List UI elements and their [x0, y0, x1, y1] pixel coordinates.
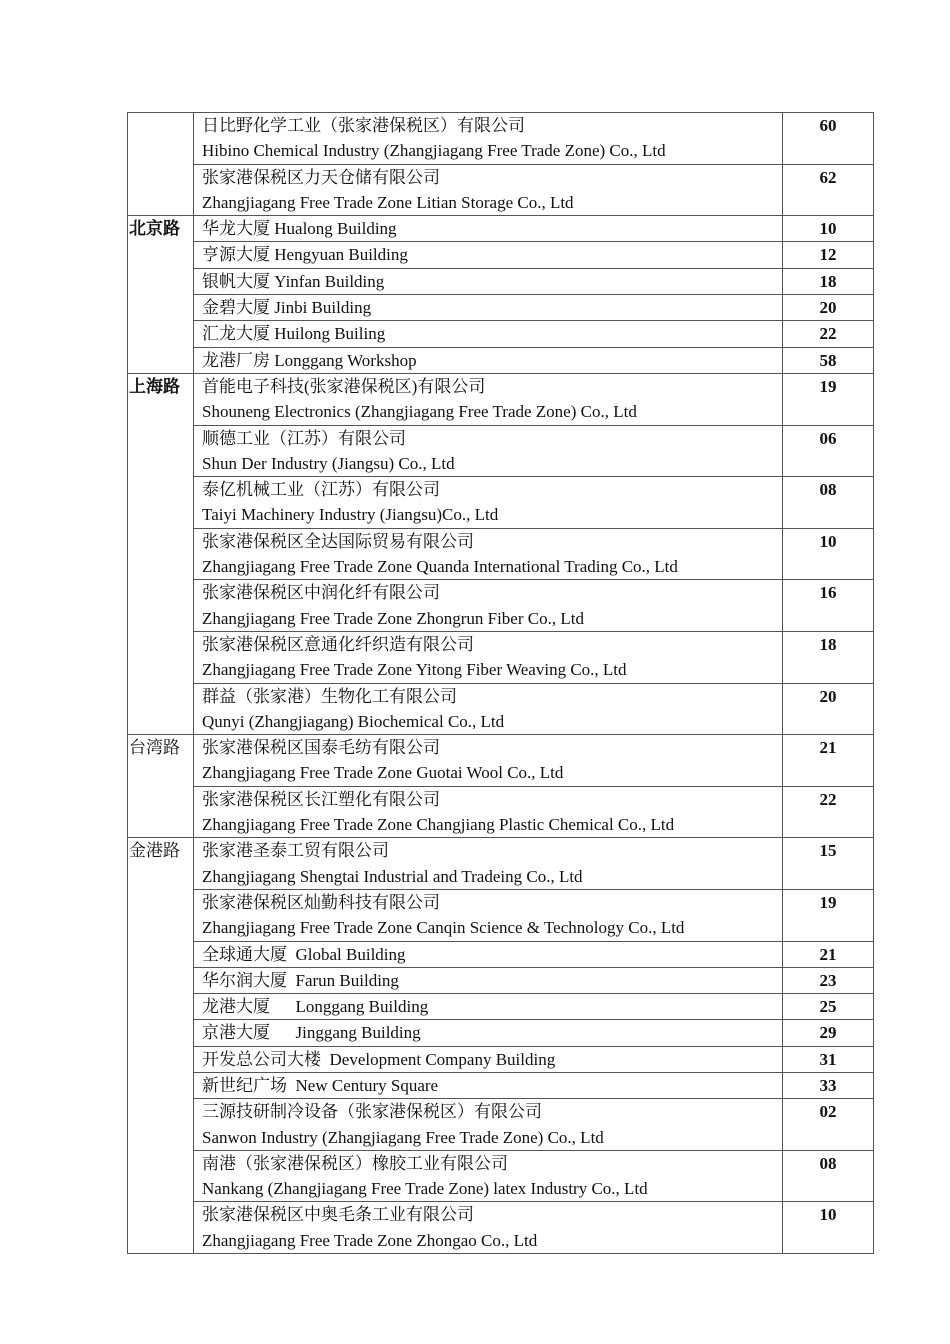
company-name-en: Shouneng Electronics (Zhangjiagang Free Trade Zone) Co., Ltd — [202, 402, 637, 422]
company-name-cell — [194, 786, 783, 838]
building-number: 23 — [783, 967, 874, 993]
building-name: 龙港大厦 Longgang Building — [202, 997, 429, 1017]
building-name: 华尔润大厦 Farun Building — [202, 970, 399, 990]
table-row — [128, 967, 874, 993]
table-row — [128, 994, 874, 1020]
company-name-en: Zhangjiagang Free Trade Zone Yitong Fiber Weaving Co., Ltd — [202, 660, 627, 680]
building-number: 31 — [783, 1046, 874, 1072]
building-number: 18 — [783, 268, 874, 294]
road-cell-beijing: 北京路 — [128, 216, 194, 374]
company-name-cell — [194, 216, 783, 242]
directory-table — [127, 112, 874, 1254]
building-number: 20 — [783, 295, 874, 321]
company-name-en: Nankang (Zhangjiagang Free Trade Zone) latex Industry Co., Ltd — [202, 1179, 648, 1199]
table-row — [128, 321, 874, 347]
company-name-cell — [194, 321, 783, 347]
road-cell-jingang: 金港路 — [128, 838, 194, 1254]
building-name: 汇龙大厦 Huilong Builing — [202, 324, 386, 344]
building-number: 10 — [783, 216, 874, 242]
building-number: 22 — [783, 321, 874, 347]
building-name: 龙港厂房 Longgang Workshop — [202, 350, 417, 370]
table-row — [128, 425, 874, 477]
road-cell — [128, 113, 194, 216]
company-name-cell — [194, 1020, 783, 1046]
company-name-cell — [194, 580, 783, 632]
company-name-zh: 张家港保税区灿勤科技有限公司 — [202, 892, 440, 912]
company-name-en: Zhangjiagang Free Trade Zone Guotai Wool Co., Ltd — [202, 763, 564, 783]
road-cell-taiwan: 台湾路 — [128, 735, 194, 838]
company-name-cell — [194, 242, 783, 268]
table-row — [128, 477, 874, 529]
building-number: 22 — [783, 786, 874, 838]
building-number: 18 — [783, 631, 874, 683]
table-row — [128, 242, 874, 268]
building-name: 银帆大厦 Yinfan Building — [202, 271, 385, 291]
building-name: 全球通大厦 Global Building — [202, 944, 406, 964]
building-number: 12 — [783, 242, 874, 268]
company-name-cell — [194, 425, 783, 477]
company-name-cell — [194, 838, 783, 890]
company-name-cell — [194, 113, 783, 165]
company-name-cell — [194, 889, 783, 941]
table-row — [128, 373, 874, 425]
building-name: 金碧大厦 Jinbi Building — [202, 298, 372, 318]
building-name: 新世纪广场 New Century Square — [202, 1075, 439, 1095]
building-number: 33 — [783, 1072, 874, 1098]
company-name-en: Zhangjiagang Shengtai Industrial and Tradeing Co., Ltd — [202, 866, 583, 886]
building-number: 21 — [783, 941, 874, 967]
company-name-cell — [194, 1099, 783, 1151]
company-name-cell — [194, 347, 783, 373]
table-row — [128, 786, 874, 838]
company-name-cell — [194, 1202, 783, 1254]
building-number: 16 — [783, 580, 874, 632]
company-name-en: Hibino Chemical Industry (Zhangjiagang Free Trade Zone) Co., Ltd — [202, 141, 666, 161]
company-name-cell — [194, 941, 783, 967]
table-row — [128, 528, 874, 580]
building-number: 08 — [783, 477, 874, 529]
table-row — [128, 941, 874, 967]
building-number: 19 — [783, 373, 874, 425]
company-name-zh: 首能电子科技(张家港保税区)有限公司 — [202, 376, 486, 396]
building-number: 08 — [783, 1150, 874, 1202]
table-row — [128, 1099, 874, 1151]
table-row — [128, 1150, 874, 1202]
building-number: 29 — [783, 1020, 874, 1046]
table-row — [128, 347, 874, 373]
company-name-zh: 张家港保税区全达国际贸易有限公司 — [202, 531, 474, 551]
company-name-zh: 张家港保税区力天仓储有限公司 — [202, 167, 440, 187]
company-name-en: Zhangjiagang Free Trade Zone Changjiang Plastic Chemical Co., Ltd — [202, 815, 675, 835]
building-number: 62 — [783, 164, 874, 216]
table-row — [128, 295, 874, 321]
table-row — [128, 1072, 874, 1098]
company-name-zh: 三源技研制冷设备（张家港保税区）有限公司 — [202, 1102, 542, 1122]
table-row — [128, 113, 874, 165]
table-row — [128, 838, 874, 890]
building-name: 华龙大厦 Hualong Building — [202, 219, 397, 239]
company-name-en: Zhangjiagang Free Trade Zone Zhongao Co., Ltd — [202, 1230, 538, 1250]
table-row — [128, 631, 874, 683]
building-name: 京港大厦 Jinggang Building — [202, 1023, 421, 1043]
road-cell-shanghai: 上海路 — [128, 373, 194, 734]
building-number: 10 — [783, 528, 874, 580]
company-name-en: Sanwon Industry (Zhangjiagang Free Trade Zone) Co., Ltd — [202, 1127, 604, 1147]
company-name-cell — [194, 735, 783, 787]
company-name-zh: 张家港圣泰工贸有限公司 — [202, 841, 389, 861]
company-name-cell — [194, 1150, 783, 1202]
company-name-zh: 南港（张家港保税区）橡胶工业有限公司 — [202, 1153, 508, 1173]
table-row — [128, 889, 874, 941]
building-number: 58 — [783, 347, 874, 373]
company-name-en: Shun Der Industry (Jiangsu) Co., Ltd — [202, 453, 455, 473]
company-name-zh: 张家港保税区国泰毛纺有限公司 — [202, 738, 440, 758]
table-row — [128, 580, 874, 632]
company-name-cell — [194, 477, 783, 529]
company-name-en: Qunyi (Zhangjiagang) Biochemical Co., Ltd — [202, 711, 505, 731]
company-name-cell — [194, 967, 783, 993]
company-name-zh: 张家港保税区意通化纤织造有限公司 — [202, 634, 474, 654]
table-row — [128, 1020, 874, 1046]
company-name-en: Zhangjiagang Free Trade Zone Zhongrun Fiber Co., Ltd — [202, 608, 584, 628]
company-name-cell — [194, 683, 783, 735]
building-number: 06 — [783, 425, 874, 477]
company-name-en: Taiyi Machinery Industry (Jiangsu)Co., Ltd — [202, 505, 499, 525]
company-name-cell — [194, 1072, 783, 1098]
company-name-en: Zhangjiagang Free Trade Zone Litian Storage Co., Ltd — [202, 192, 574, 212]
building-number: 20 — [783, 683, 874, 735]
company-name-en: Zhangjiagang Free Trade Zone Canqin Science & Technology Co., Ltd — [202, 918, 685, 938]
company-name-cell — [194, 631, 783, 683]
company-name-cell — [194, 994, 783, 1020]
directory-body — [128, 113, 874, 1254]
company-name-zh: 张家港保税区中奥毛条工业有限公司 — [202, 1205, 474, 1225]
building-number: 02 — [783, 1099, 874, 1151]
building-number: 21 — [783, 735, 874, 787]
company-name-zh: 泰亿机械工业（江苏）有限公司 — [202, 480, 440, 500]
table-row — [128, 683, 874, 735]
table-row — [128, 216, 874, 242]
company-name-cell — [194, 373, 783, 425]
building-number: 25 — [783, 994, 874, 1020]
table-row — [128, 1202, 874, 1254]
company-name-zh: 张家港保税区长江塑化有限公司 — [202, 789, 440, 809]
company-name-zh: 群益（张家港）生物化工有限公司 — [202, 686, 457, 706]
company-name-cell — [194, 1046, 783, 1072]
table-row — [128, 735, 874, 787]
company-name-en: Zhangjiagang Free Trade Zone Quanda International Trading Co., Ltd — [202, 557, 678, 577]
company-name-cell — [194, 164, 783, 216]
table-row — [128, 268, 874, 294]
building-name: 开发总公司大楼 Development Company Building — [202, 1049, 556, 1069]
company-name-zh: 张家港保税区中润化纤有限公司 — [202, 583, 440, 603]
building-number: 10 — [783, 1202, 874, 1254]
company-name-cell — [194, 268, 783, 294]
table-row — [128, 1046, 874, 1072]
company-name-cell — [194, 295, 783, 321]
table-row — [128, 164, 874, 216]
company-name-zh: 顺德工业（江苏）有限公司 — [202, 428, 406, 448]
company-name-cell — [194, 528, 783, 580]
building-name: 亨源大厦 Hengyuan Building — [202, 245, 408, 265]
company-name-zh: 日比野化学工业（张家港保税区）有限公司 — [202, 116, 525, 135]
building-number: 15 — [783, 838, 874, 890]
building-number: 19 — [783, 889, 874, 941]
building-number: 60 — [783, 113, 874, 165]
